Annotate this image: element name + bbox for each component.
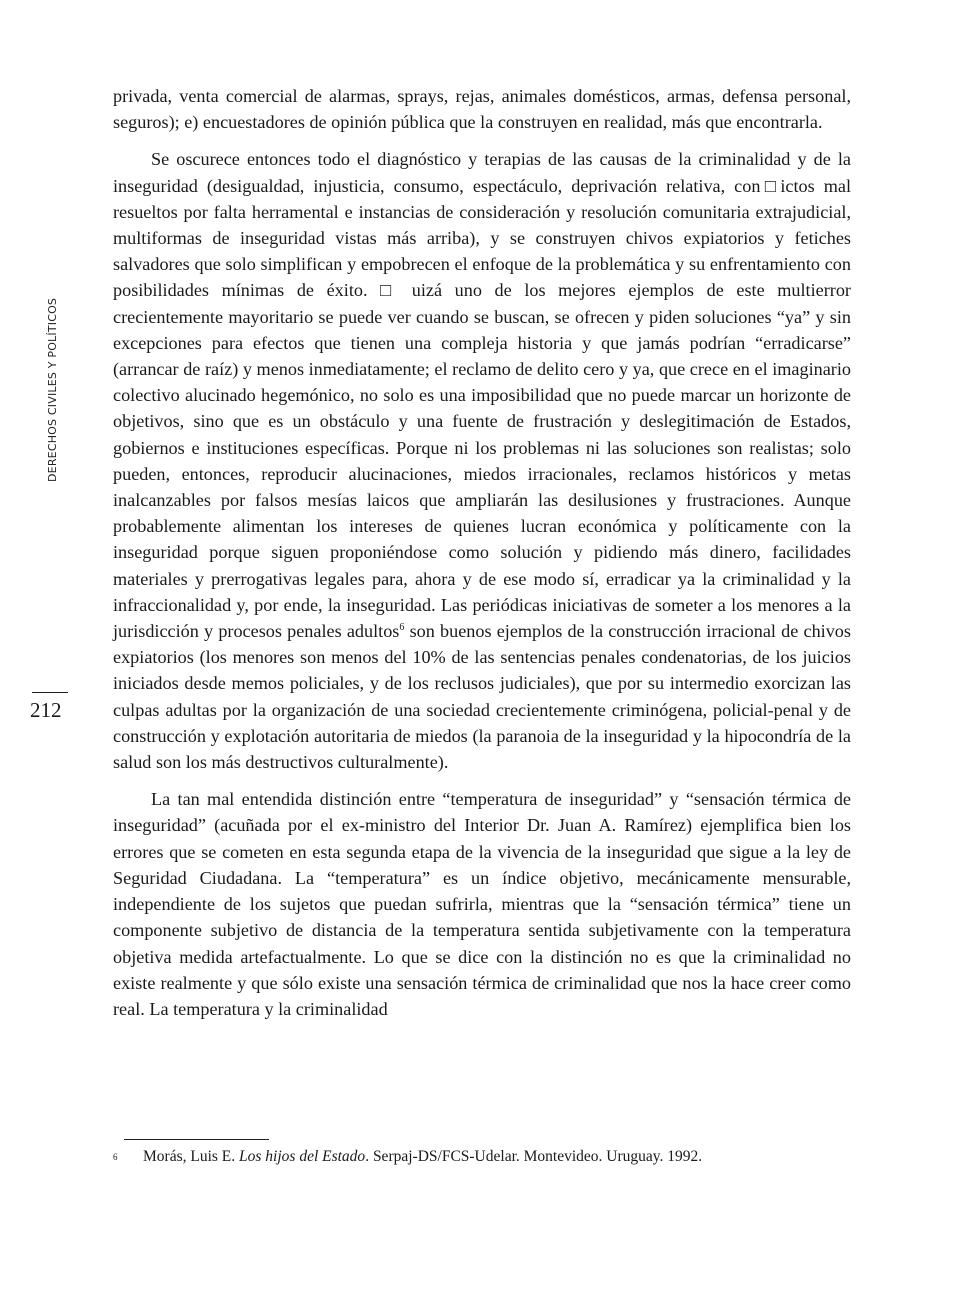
page-number: 212 bbox=[30, 698, 62, 722]
paragraph-2-text-a: Se oscurece entonces todo el diagnóstico y terapias de las causas de la criminalidad y de la inseguridad (desigualdad, injusticia, consumo, espectáculo, deprivación relativa, con□ictos mal resueltos por falta herramental e instancias de consideración y resolución comunitaria extrajudicial, multiformas de inseguridad vistas más arriba), y se construyen chivos expiatorios y fetiches salvadores que solo simplifican y empobrecen el enfoque de la problemática y su enfrentamiento con posibilidades mínimas de éxito. □ uizá uno de los mejores ejemplos de este multierror crecientemente mayoritario se puede ver cuando se buscan, se ofrecen y piden soluciones “ya” y sin excepciones para efectos que tienen una compleja historia y que jamás podrían “erradicarse” (arrancar de raíz) y menos inmediatamente; el reclamo de delito cero y ya, que crece en el imaginario colectivo alucinado hegemónico, no solo es una imposibilidad que no puede marcar un horizonte de objetivos, sino que es un obstáculo y una fuente de frustración y deslegitimación de Estados, gobiernos e instituciones específicas. Porque ni los problemas ni las soluciones son realistas; solo pueden, entonces, reproducir alucinaciones, miedos irracionales, reclamos históricos y metas inalcanzables por falsos mesías laicos que ampliarán las desilusiones y frustraciones. Aunque probablemente alimentan los intereses de quienes lucran económica y políticamente con la inseguridad porque siguen proponiéndose como solución y pidiendo más dinero, facilidades materiales y prerrogativas legales para, ahora y de ese modo sí, erradicar ya la criminalidad y la infraccionalidad y, por ende, la inseguridad. Las periódicas iniciativas de someter a los menores a la jurisdicción y procesos penales adultos bbox=[113, 149, 851, 642]
paragraph-2 bbox=[113, 146, 851, 775]
running-title: DERECHOS CIVILES Y POLÍTICOS bbox=[46, 297, 59, 482]
footnote-rule bbox=[124, 1139, 269, 1140]
paragraph-2-text-b: son buenos ejemplos de la construcción irracional de chivos expiatorios (los menores son menos del 10% de las sentencias penales condenatorias, de los juicios iniciados desde memos policiales, y de los reclusos judiciales), que por su intermedio exorcizan las culpas adultas por la organización de una sociedad crecientemente criminógena, policial-penal y de construcción y explotación autoritaria de miedos (la paranoia de la inseguridad y la hipocondría de la salud son los más destructivos culturalmente). bbox=[113, 621, 851, 773]
footnote-author: Morás, Luis E. bbox=[143, 1148, 240, 1165]
body-text bbox=[113, 83, 851, 1022]
paragraph-3: La tan mal entendida distinción entre “temperatura de inseguridad” y “sensación térmica de inseguridad” (acuñada por el ex-ministro del Interior Dr. Juan A. Ramírez) ejemplifica bien los errores que se cometen en esta segunda etapa de la vivencia de la inseguridad que sigue a la ley de Seguridad Ciudadana. La “temperatura” es un índice objetivo, mecánicamente mensurable, independiente de los sujetos que puedan sufrirla, mientras que la “sensación térmica” tiene un componente subjetivo de distancia de la temperatura sentida subjetivamente con la temperatura objetiva medida artefactualmente. Lo que se dice con la distinción no es que la criminalidad no existe realmente y que sólo existe una sensación térmica de criminalidad que nos la hace creer como real. La temperatura y la criminalidad bbox=[113, 789, 851, 1019]
page-number-rule bbox=[32, 692, 68, 693]
footnote-title: Los hijos del Estado bbox=[239, 1148, 366, 1165]
footnote-number: 6 bbox=[113, 1152, 118, 1162]
footnote bbox=[113, 1147, 851, 1167]
paragraph-1: privada, venta comercial de alarmas, sprays, rejas, animales domésticos, armas, defensa personal, seguros); e) encuestadores de opinión pública que la construyen en realidad, más que encontrarla. bbox=[113, 86, 851, 133]
footnote-publisher: . Serpaj-DS/FCS-Udelar. Montevideo. Uruguay. 1992. bbox=[365, 1148, 703, 1165]
footnote-reference[interactable]: 6 bbox=[399, 622, 405, 633]
